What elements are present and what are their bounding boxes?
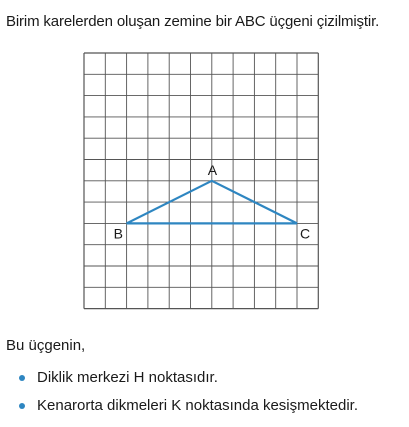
statement-text: Diklik merkezi H noktasıdır. <box>37 369 218 386</box>
problem-intro: Birim karelerden oluşan zemine bir ABC üçgeni çizilmiştir. <box>6 13 380 30</box>
unit-grid <box>84 53 318 309</box>
vertex-label-b: B <box>113 225 123 242</box>
statement-text: Kenarorta dikmeleri K noktasında kesişmektedir. <box>37 397 358 414</box>
vertex-label-c: C <box>300 225 311 242</box>
lead-text: Bu üçgenin, <box>6 337 86 354</box>
bullet-dot <box>19 375 25 381</box>
bullet-dot <box>19 403 25 409</box>
vertex-label-a: A <box>207 161 218 178</box>
